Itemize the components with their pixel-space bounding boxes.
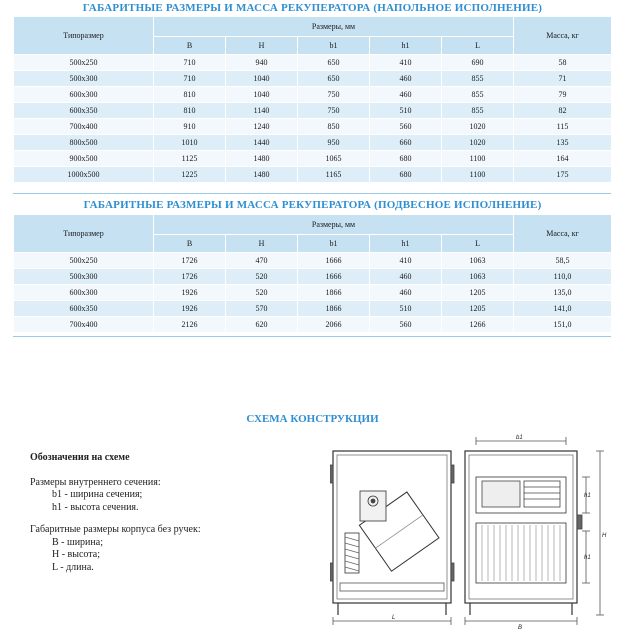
inner-item-h1: h1 - высота сечения.: [52, 501, 139, 513]
table1-bottom-rule: [13, 193, 611, 194]
cell: 1866: [298, 285, 370, 301]
front-view: [465, 435, 607, 631]
cell: 82: [514, 103, 612, 119]
table-row: [14, 87, 612, 103]
cell: 1100: [442, 167, 514, 183]
cell: 800x500: [14, 135, 154, 151]
label-b1: b1: [516, 435, 523, 441]
cell: 410: [370, 253, 442, 269]
cell: 600x300: [14, 87, 154, 103]
cell: 520: [226, 285, 298, 301]
cell: 1065: [298, 151, 370, 167]
cell: 910: [154, 119, 226, 135]
cell: 1000x500: [14, 167, 154, 183]
cell: 1140: [226, 103, 298, 119]
outer-heading: Габаритные размеры корпуса без ручек:: [30, 524, 201, 535]
cell: 600x350: [14, 103, 154, 119]
table-row: [14, 103, 612, 119]
cell: 750: [298, 103, 370, 119]
col-header-h: H: [226, 235, 298, 253]
label-l: L: [392, 615, 396, 621]
cell: 1666: [298, 269, 370, 285]
cell: 460: [370, 285, 442, 301]
cell: 690: [442, 55, 514, 71]
cell: 1240: [226, 119, 298, 135]
cell: 855: [442, 103, 514, 119]
cell: 500x300: [14, 269, 154, 285]
cell: 1040: [226, 87, 298, 103]
cell: 141,0: [514, 301, 612, 317]
floor-spec-table: [13, 16, 612, 183]
table-row: [14, 151, 612, 167]
cell: 500x300: [14, 71, 154, 87]
legend-heading: Обозначения на схеме: [30, 452, 130, 463]
cell: 650: [298, 71, 370, 87]
cell: 175: [514, 167, 612, 183]
cell: 940: [226, 55, 298, 71]
cell: 600x350: [14, 301, 154, 317]
cell: 855: [442, 87, 514, 103]
col-header-dims: Размеры, мм: [154, 215, 514, 235]
cell: 460: [370, 71, 442, 87]
col-header-mass: Масса, кг: [514, 215, 612, 253]
cell: 2066: [298, 317, 370, 333]
cell: 58,5: [514, 253, 612, 269]
col-header-type: Типоразмер: [14, 17, 154, 55]
cell: 2126: [154, 317, 226, 333]
cell: 58: [514, 55, 612, 71]
table2-title: ГАБАРИТНЫЕ РАЗМЕРЫ И МАССА РЕКУПЕРАТОРА (ПОДВЕСНОЕ ИСПОЛНЕНИЕ): [83, 199, 542, 211]
cell: 79: [514, 87, 612, 103]
cell: 710: [154, 71, 226, 87]
table-row: [14, 55, 612, 71]
cell: 71: [514, 71, 612, 87]
col-header-mass: Масса, кг: [514, 17, 612, 55]
label-b: B: [518, 625, 523, 631]
cell: 900x500: [14, 151, 154, 167]
legend-inner-group: [30, 477, 201, 515]
cell: 460: [370, 87, 442, 103]
cell: 560: [370, 317, 442, 333]
cell: 1866: [298, 301, 370, 317]
cell: 1205: [442, 301, 514, 317]
cell: 1063: [442, 269, 514, 285]
label-h: H: [602, 533, 607, 539]
cell: 620: [226, 317, 298, 333]
cell: 710: [154, 55, 226, 71]
label-h1-bottom: h1: [584, 555, 591, 561]
col-header-l: L: [442, 235, 514, 253]
cell: 680: [370, 151, 442, 167]
cell: 1926: [154, 301, 226, 317]
cell: 680: [370, 167, 442, 183]
cell: 1266: [442, 317, 514, 333]
cell: 460: [370, 269, 442, 285]
cell: 560: [370, 119, 442, 135]
cell: 1726: [154, 253, 226, 269]
cell: 1125: [154, 151, 226, 167]
col-header-dims: Размеры, мм: [154, 17, 514, 37]
cell: 1020: [442, 119, 514, 135]
table-row: [14, 301, 612, 317]
cell: 1020: [442, 135, 514, 151]
legend-outer-group: [30, 524, 201, 574]
cell: 1480: [226, 151, 298, 167]
cell: 570: [226, 301, 298, 317]
outer-item-l: L - длина.: [52, 561, 94, 573]
cell: 1063: [442, 253, 514, 269]
cell: 700x400: [14, 119, 154, 135]
cell: 510: [370, 301, 442, 317]
legend: [30, 452, 201, 584]
col-header-b1: b1: [298, 37, 370, 55]
table-row: [14, 119, 612, 135]
table-row: [14, 71, 612, 87]
inner-heading: Размеры внутреннего сечения:: [30, 476, 161, 488]
col-header-b1: b1: [298, 235, 370, 253]
table1-title: ГАБАРИТНЫЕ РАЗМЕРЫ И МАССА РЕКУПЕРАТОРА (НАПОЛЬНОЕ ИСПОЛНЕНИЕ): [82, 2, 543, 14]
col-header-b: B: [154, 37, 226, 55]
cell: 1726: [154, 269, 226, 285]
suspended-spec-table: [13, 214, 612, 333]
col-header-h1: h1: [370, 235, 442, 253]
table-row: [14, 317, 612, 333]
cell: 1225: [154, 167, 226, 183]
col-header-type: Типоразмер: [14, 215, 154, 253]
table-row: [14, 167, 612, 183]
cell: 600x300: [14, 285, 154, 301]
cell: 1100: [442, 151, 514, 167]
table-row: [14, 135, 612, 151]
cell: 660: [370, 135, 442, 151]
table-row: [14, 285, 612, 301]
cell: 500x250: [14, 55, 154, 71]
cell: 950: [298, 135, 370, 151]
cell: 1040: [226, 71, 298, 87]
cell: 1480: [226, 167, 298, 183]
cell: 1010: [154, 135, 226, 151]
cell: 410: [370, 55, 442, 71]
cell: 135: [514, 135, 612, 151]
cell: 855: [442, 71, 514, 87]
cell: 110,0: [514, 269, 612, 285]
col-header-b: B: [154, 235, 226, 253]
inner-item-b1: b1 - ширина сечения;: [52, 489, 143, 500]
cell: 810: [154, 103, 226, 119]
construction-drawing: [330, 433, 615, 633]
cell: 164: [514, 151, 612, 167]
cell: 510: [370, 103, 442, 119]
schema-title: СХЕМА КОНСТРУКЦИИ: [246, 413, 379, 425]
cell: 650: [298, 55, 370, 71]
cell: 850: [298, 119, 370, 135]
cell: 151,0: [514, 317, 612, 333]
outer-item-b: B - ширина;: [52, 536, 103, 548]
table-row: [14, 269, 612, 285]
label-h1-top: h1: [584, 493, 591, 499]
col-header-l: L: [442, 37, 514, 55]
col-header-h1: h1: [370, 37, 442, 55]
cell: 810: [154, 87, 226, 103]
cell: 1165: [298, 167, 370, 183]
cell: 500x250: [14, 253, 154, 269]
cell: 1205: [442, 285, 514, 301]
cell: 115: [514, 119, 612, 135]
col-header-h: H: [226, 37, 298, 55]
cell: 1440: [226, 135, 298, 151]
cell: 470: [226, 253, 298, 269]
cell: 700x400: [14, 317, 154, 333]
cell: 135,0: [514, 285, 612, 301]
cell: 1926: [154, 285, 226, 301]
outer-item-h: H - высота;: [52, 549, 101, 560]
cell: 1666: [298, 253, 370, 269]
cell: 520: [226, 269, 298, 285]
table-row: [14, 253, 612, 269]
side-view: [330, 451, 454, 625]
cell: 750: [298, 87, 370, 103]
table2-bottom-rule: [13, 336, 611, 337]
